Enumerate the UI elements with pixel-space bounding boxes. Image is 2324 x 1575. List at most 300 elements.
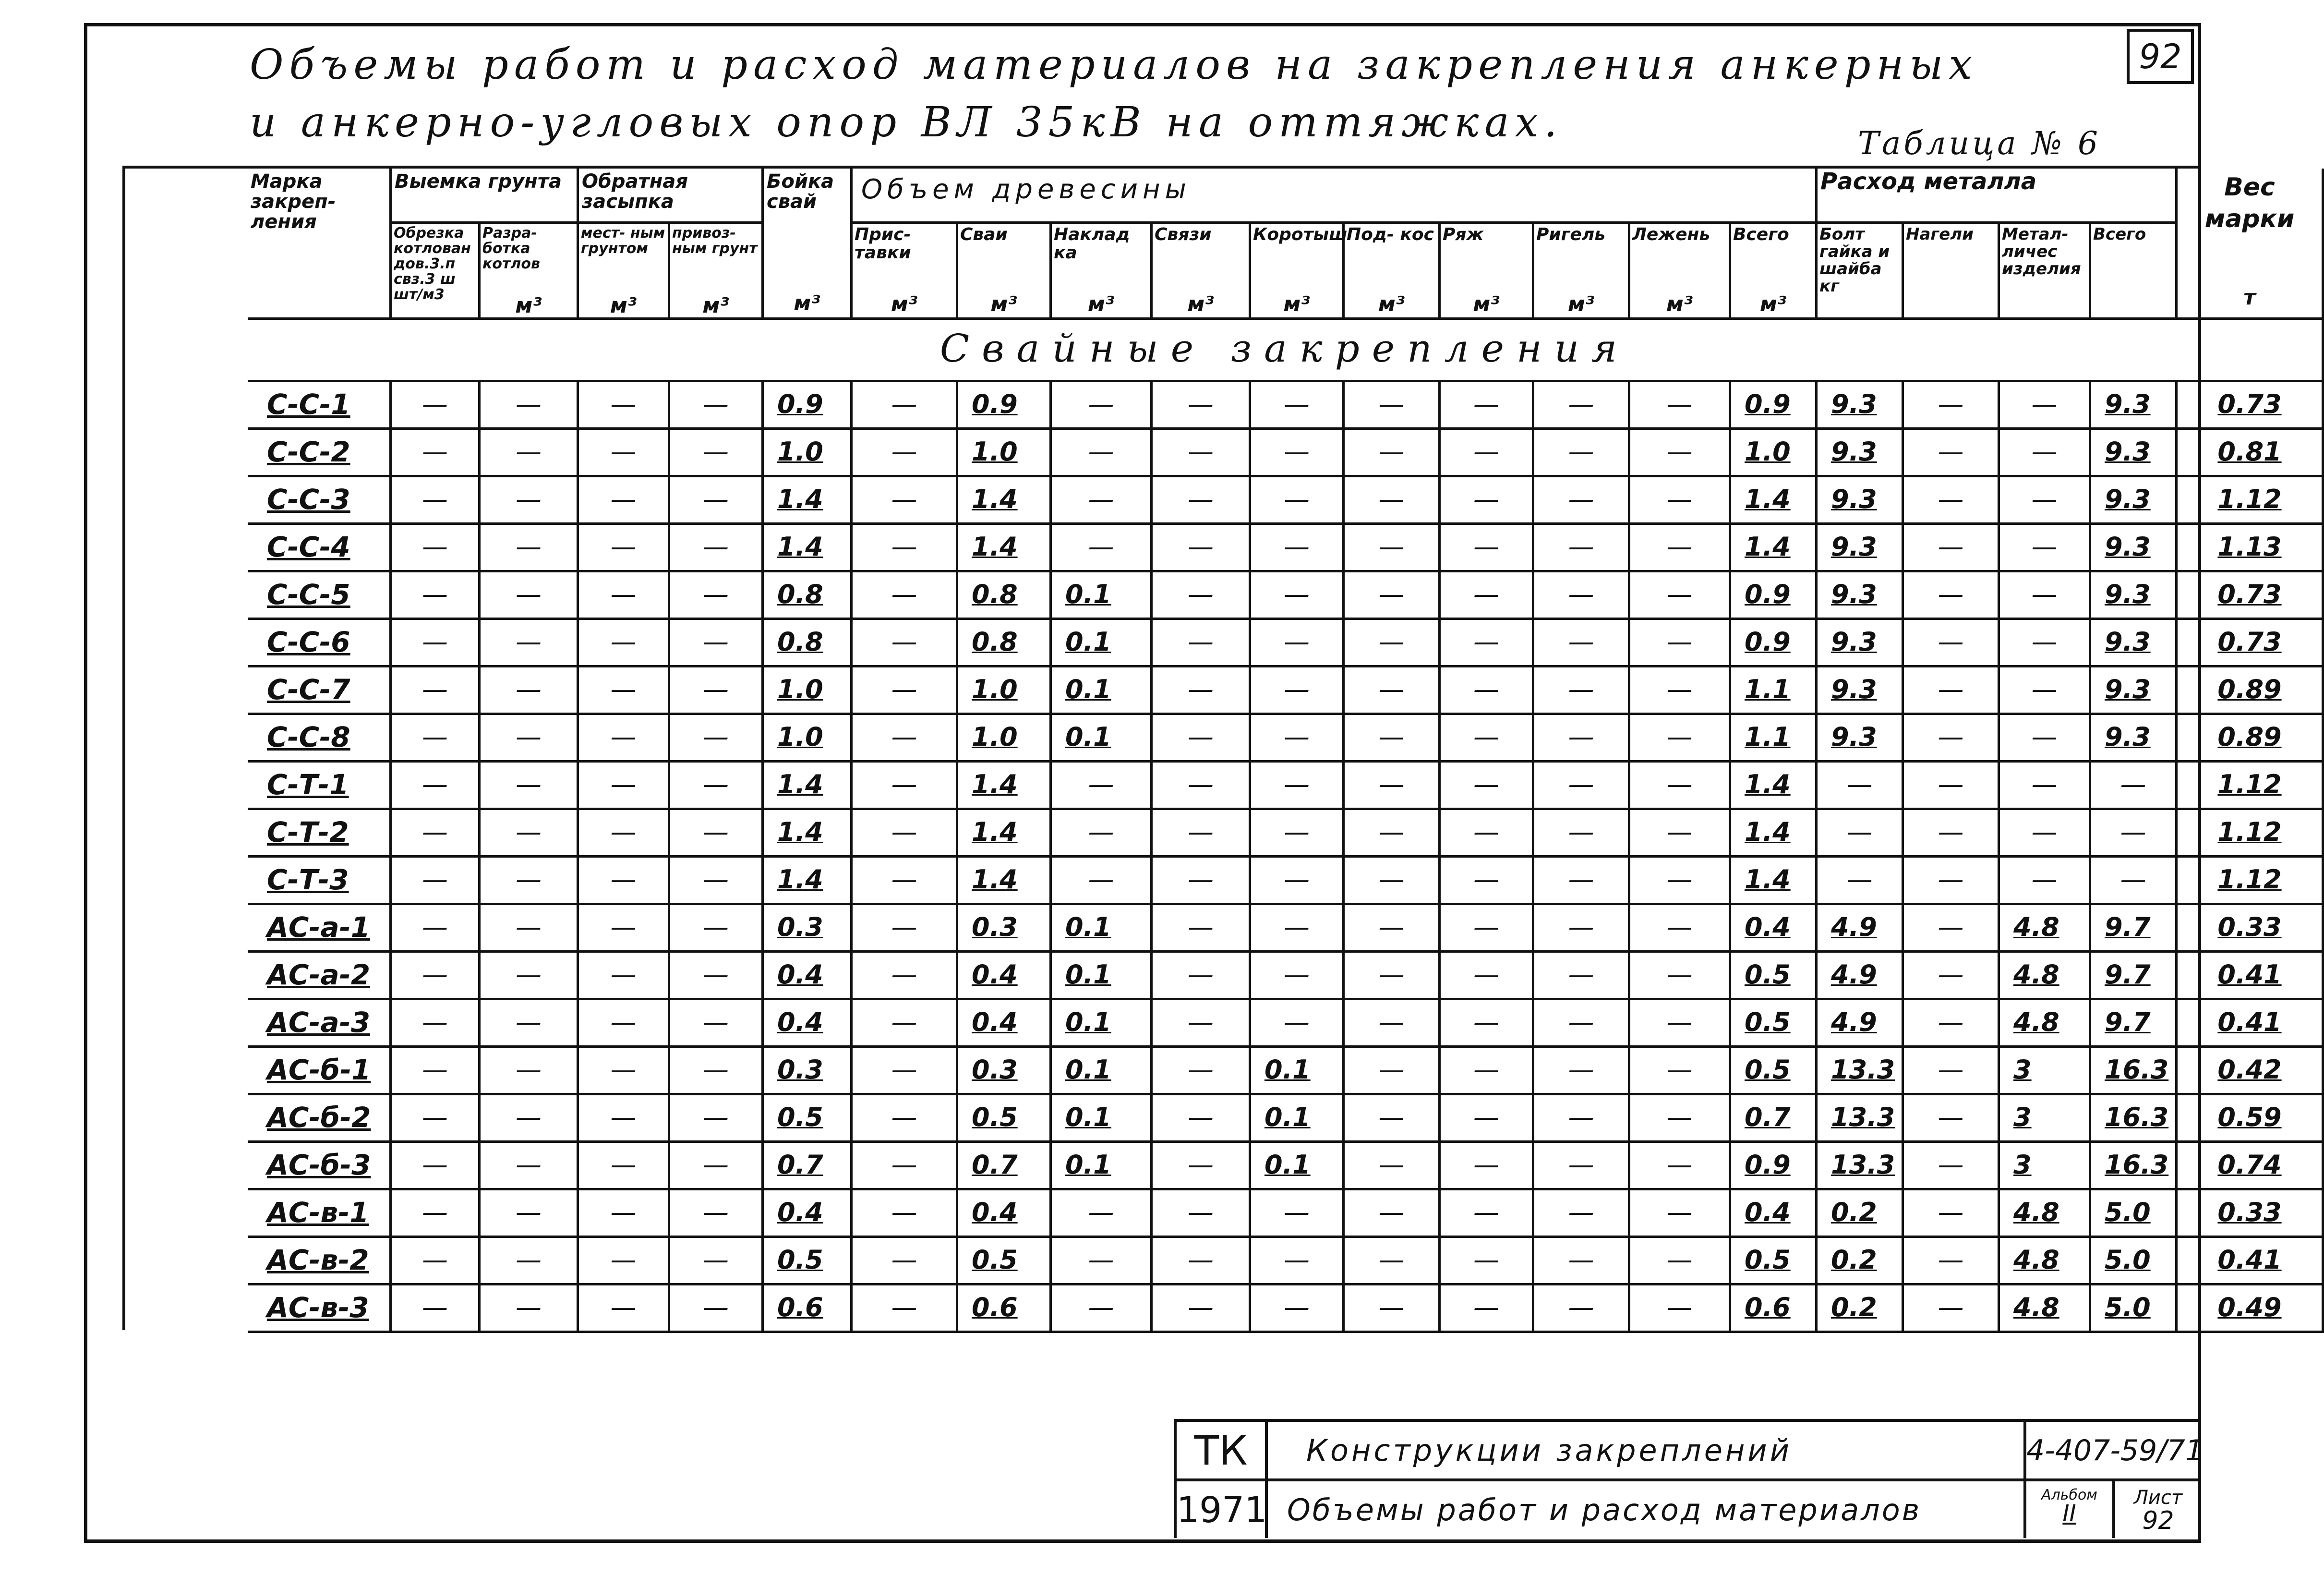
cell-metal-items: —	[2000, 477, 2091, 525]
cell-empty: —	[1630, 953, 1731, 1000]
cell-mark: С-С-1	[248, 382, 392, 430]
cell-empty: —	[1534, 1238, 1630, 1285]
cell-metal-total: 16.3	[2091, 1048, 2178, 1095]
cell-bolts: —	[1818, 763, 1904, 810]
cell-empty: —	[392, 1143, 481, 1190]
cell-empty: —	[853, 1048, 958, 1095]
cell-nagel: —	[1904, 905, 2000, 953]
cell-overlay: —	[1052, 382, 1153, 430]
header-wood-col: Сваи м³	[958, 224, 1052, 320]
cell-empty: —	[1153, 430, 1251, 477]
cell-total-wood: 0.9	[1731, 572, 1818, 620]
section-title: Свайные закрепления	[248, 320, 2324, 382]
cell-empty: —	[1345, 763, 1441, 810]
cell-metal-items: 3	[2000, 1143, 2091, 1190]
cell-empty: —	[853, 667, 958, 715]
cell-empty: —	[1441, 1048, 1534, 1095]
cell-weight: 0.89	[2178, 715, 2324, 763]
cell-total-wood: 0.9	[1731, 1143, 1818, 1190]
cell-link: —	[1251, 1000, 1345, 1048]
stamp-year: 1971	[1174, 1478, 1265, 1538]
cell-empty: —	[1534, 905, 1630, 953]
cell-empty: —	[1441, 905, 1534, 953]
cell-empty: —	[1345, 430, 1441, 477]
cell-piling: 0.8	[764, 572, 853, 620]
cell-bolts: 13.3	[1818, 1048, 1904, 1095]
cell-empty: —	[1534, 477, 1630, 525]
unit-label: м³	[1283, 292, 1310, 316]
cell-empty: —	[1345, 905, 1441, 953]
sheet-label: Лист	[2133, 1487, 2183, 1509]
cell-empty: —	[1345, 477, 1441, 525]
cell-total-wood: 0.5	[1731, 1238, 1818, 1285]
cell-empty: —	[1153, 763, 1251, 810]
cell-metal-total: 9.3	[2091, 477, 2178, 525]
cell-metal-total: 9.3	[2091, 382, 2178, 430]
cell-nagel: —	[1904, 1285, 2000, 1333]
header-wood-col: Лежень м³	[1630, 224, 1731, 320]
cell-weight: 0.89	[2178, 667, 2324, 715]
cell-empty: —	[392, 620, 481, 667]
cell-nagel: —	[1904, 1238, 2000, 1285]
cell-piling: 0.4	[764, 953, 853, 1000]
cell-metal-items: 4.8	[2000, 1000, 2091, 1048]
cell-empty: —	[1345, 1238, 1441, 1285]
cell-metal-total: 16.3	[2091, 1095, 2178, 1143]
cell-mark: АС-в-2	[248, 1238, 392, 1285]
cell-weight: 0.42	[2178, 1048, 2324, 1095]
cell-empty: —	[670, 1048, 764, 1095]
cell-empty: —	[392, 715, 481, 763]
cell-empty: —	[853, 1190, 958, 1238]
cell-empty: —	[1630, 572, 1731, 620]
cell-empty: —	[1630, 858, 1731, 905]
cell-piling: 1.0	[764, 715, 853, 763]
cell-piles: 0.5	[958, 1095, 1052, 1143]
cell-overlay: 0.1	[1052, 667, 1153, 715]
header-metal-col: Нагели	[1904, 224, 2000, 320]
cell-piling: 1.0	[764, 667, 853, 715]
cell-mark: АС-а-2	[248, 953, 392, 1000]
cell-empty: —	[670, 667, 764, 715]
cell-bolts: 9.3	[1818, 620, 1904, 667]
cell-total-wood: 0.4	[1731, 905, 1818, 953]
cell-total-wood: 1.4	[1731, 858, 1818, 905]
unit-label: м³	[1666, 292, 1693, 316]
cell-bolts: 0.2	[1818, 1238, 1904, 1285]
cell-mark: С-С-7	[248, 667, 392, 715]
cell-bolts: 9.3	[1818, 667, 1904, 715]
header-metal-col: Метал- личес изделия	[2000, 224, 2091, 320]
cell-empty: —	[579, 1000, 670, 1048]
cell-metal-items: 4.8	[2000, 1190, 2091, 1238]
cell-metal-total: 5.0	[2091, 1285, 2178, 1333]
cell-piles: 0.6	[958, 1285, 1052, 1333]
cell-empty: —	[481, 1285, 579, 1333]
cell-empty: —	[1345, 667, 1441, 715]
cell-empty: —	[1441, 1285, 1534, 1333]
cell-bolts: 0.2	[1818, 1190, 1904, 1238]
cell-empty: —	[853, 382, 958, 430]
cell-total-wood: 1.4	[1731, 763, 1818, 810]
cell-empty: —	[579, 620, 670, 667]
cell-empty: —	[579, 1143, 670, 1190]
cell-metal-total: —	[2091, 763, 2178, 810]
cell-empty: —	[1153, 667, 1251, 715]
cell-empty: —	[670, 1190, 764, 1238]
cell-empty: —	[392, 1095, 481, 1143]
cell-total-wood: 1.4	[1731, 477, 1818, 525]
cell-empty: —	[1630, 715, 1731, 763]
cell-weight: 0.59	[2178, 1095, 2324, 1143]
sheet-value: 92	[2142, 1506, 2174, 1535]
cell-empty: —	[670, 905, 764, 953]
cell-mark: С-С-8	[248, 715, 392, 763]
cell-overlay: 0.1	[1052, 1000, 1153, 1048]
cell-empty: —	[1630, 477, 1731, 525]
unit-label: м³	[702, 293, 729, 318]
cell-mark: С-С-2	[248, 430, 392, 477]
cell-empty: —	[1534, 1190, 1630, 1238]
cell-empty: —	[670, 477, 764, 525]
cell-empty: —	[1630, 763, 1731, 810]
header-metal: Расход металла	[1818, 169, 2178, 224]
stamp-code: ТК	[1174, 1419, 1265, 1478]
cell-metal-items: —	[2000, 667, 2091, 715]
cell-empty: —	[481, 667, 579, 715]
title-line-2: и анкерно-угловых опор ВЛ 35кВ на оттяжках.	[250, 98, 1563, 146]
cell-empty: —	[1345, 1190, 1441, 1238]
cell-weight: 0.41	[2178, 953, 2324, 1000]
cell-empty: —	[1153, 905, 1251, 953]
cell-weight: 0.73	[2178, 382, 2324, 430]
cell-empty: —	[579, 1095, 670, 1143]
cell-total-wood: 0.9	[1731, 620, 1818, 667]
cell-metal-total: 5.0	[2091, 1190, 2178, 1238]
cell-empty: —	[1153, 572, 1251, 620]
cell-metal-total: 9.3	[2091, 715, 2178, 763]
cell-nagel: —	[1904, 1143, 2000, 1190]
cell-total-wood: 0.5	[1731, 1048, 1818, 1095]
header-wood-volume: Объем древесины	[853, 169, 1818, 224]
cell-piling: 1.4	[764, 525, 853, 572]
album-value: II	[2062, 1500, 2076, 1527]
unit-label: м³	[1759, 292, 1787, 316]
cell-weight: 0.33	[2178, 905, 2324, 953]
cell-piling: 0.9	[764, 382, 853, 430]
cell-bolts: 13.3	[1818, 1143, 1904, 1190]
cell-empty: —	[579, 1190, 670, 1238]
cell-metal-total: 9.3	[2091, 525, 2178, 572]
unit-label: м³	[1378, 292, 1405, 316]
cell-overlay: 0.1	[1052, 1048, 1153, 1095]
cell-empty: —	[670, 810, 764, 858]
cell-empty: —	[1630, 905, 1731, 953]
stamp-album	[2023, 1478, 2112, 1538]
cell-bolts: 13.3	[1818, 1095, 1904, 1143]
cell-empty: —	[481, 1143, 579, 1190]
cell-empty: —	[1153, 1190, 1251, 1238]
cell-empty: —	[1534, 715, 1630, 763]
cell-weight: 1.13	[2178, 525, 2324, 572]
cell-metal-total: 5.0	[2091, 1238, 2178, 1285]
cell-empty: —	[1534, 810, 1630, 858]
cell-empty: —	[579, 430, 670, 477]
cell-metal-items: —	[2000, 858, 2091, 905]
cell-empty: —	[1441, 1000, 1534, 1048]
cell-overlay: —	[1052, 525, 1153, 572]
cell-overlay: 0.1	[1052, 953, 1153, 1000]
cell-piling: 0.6	[764, 1285, 853, 1333]
cell-weight: 1.12	[2178, 763, 2324, 810]
table-number: Таблица № 6	[1858, 125, 2101, 162]
cell-mark: С-Т-2	[248, 810, 392, 858]
cell-weight: 0.81	[2178, 430, 2324, 477]
cell-empty: —	[1345, 1285, 1441, 1333]
sheet-number: 92	[2127, 29, 2194, 84]
title-block	[1174, 1419, 2204, 1538]
cell-empty: —	[853, 477, 958, 525]
cell-weight: 0.73	[2178, 572, 2324, 620]
cell-empty: —	[853, 1000, 958, 1048]
cell-weight: 0.73	[2178, 620, 2324, 667]
cell-metal-total: 9.3	[2091, 620, 2178, 667]
cell-empty: —	[392, 477, 481, 525]
stamp-line-1: Конструкции закреплений	[1265, 1419, 2023, 1478]
cell-empty: —	[1345, 858, 1441, 905]
header-metal-col: Болт гайка и шайба кг	[1818, 224, 1904, 320]
cell-metal-items: —	[2000, 430, 2091, 477]
cell-empty: —	[481, 382, 579, 430]
cell-link: —	[1251, 953, 1345, 1000]
cell-empty: —	[670, 1238, 764, 1285]
unit-label: м³	[515, 293, 542, 318]
cell-empty: —	[853, 525, 958, 572]
cell-empty: —	[670, 1143, 764, 1190]
cell-empty: —	[1153, 810, 1251, 858]
cell-piles: 0.3	[958, 1048, 1052, 1095]
cell-mark: С-С-4	[248, 525, 392, 572]
cell-empty: —	[481, 763, 579, 810]
cell-empty: —	[1441, 715, 1534, 763]
cell-nagel: —	[1904, 620, 2000, 667]
cell-mark: С-С-5	[248, 572, 392, 620]
cell-link: —	[1251, 477, 1345, 525]
cell-empty: —	[853, 620, 958, 667]
cell-empty: —	[481, 858, 579, 905]
cell-empty: —	[392, 1048, 481, 1095]
cell-nagel: —	[1904, 810, 2000, 858]
cell-overlay: 0.1	[1052, 1143, 1153, 1190]
cell-total-wood: 1.1	[1731, 715, 1818, 763]
cell-link: —	[1251, 1285, 1345, 1333]
cell-link: 0.1	[1251, 1095, 1345, 1143]
cell-weight: 1.12	[2178, 477, 2324, 525]
cell-piles: 0.8	[958, 620, 1052, 667]
cell-mark: АС-б-2	[248, 1095, 392, 1143]
cell-empty: —	[1630, 1238, 1731, 1285]
cell-empty: —	[1534, 525, 1630, 572]
cell-metal-total: 16.3	[2091, 1143, 2178, 1190]
cell-empty: —	[1153, 620, 1251, 667]
cell-metal-items: 3	[2000, 1095, 2091, 1143]
cell-empty: —	[481, 1190, 579, 1238]
cell-empty: —	[1153, 1000, 1251, 1048]
cell-link: 0.1	[1251, 1143, 1345, 1190]
cell-empty: —	[579, 667, 670, 715]
cell-overlay: —	[1052, 1285, 1153, 1333]
cell-metal-items: —	[2000, 810, 2091, 858]
cell-piling: 1.0	[764, 430, 853, 477]
cell-empty: —	[853, 1238, 958, 1285]
cell-empty: —	[1630, 1285, 1731, 1333]
cell-empty: —	[1345, 1048, 1441, 1095]
cell-piling: 0.4	[764, 1190, 853, 1238]
cell-metal-total: —	[2091, 810, 2178, 858]
cell-empty: —	[1345, 953, 1441, 1000]
cell-empty: —	[1534, 620, 1630, 667]
cell-empty: —	[853, 1095, 958, 1143]
cell-empty: —	[1153, 1285, 1251, 1333]
cell-weight: 1.12	[2178, 858, 2324, 905]
cell-empty: —	[392, 1238, 481, 1285]
stamp-doc-number: 4-407-59/71	[2023, 1419, 2201, 1478]
cell-nagel: —	[1904, 1095, 2000, 1143]
cell-empty: —	[1345, 620, 1441, 667]
cell-total-wood: 1.4	[1731, 525, 1818, 572]
cell-total-wood: 0.6	[1731, 1285, 1818, 1333]
cell-empty: —	[670, 953, 764, 1000]
cell-empty: —	[481, 620, 579, 667]
cell-empty: —	[670, 430, 764, 477]
cell-empty: —	[1534, 1000, 1630, 1048]
cell-empty: —	[1153, 1095, 1251, 1143]
unit-label: м³	[1087, 292, 1115, 316]
cell-empty: —	[1345, 572, 1441, 620]
cell-total-wood: 0.5	[1731, 953, 1818, 1000]
cell-weight: 0.41	[2178, 1238, 2324, 1285]
cell-empty: —	[1630, 1190, 1731, 1238]
cell-piling: 0.3	[764, 1048, 853, 1095]
cell-empty: —	[1441, 810, 1534, 858]
cell-empty: —	[1153, 715, 1251, 763]
cell-metal-total: 9.7	[2091, 1000, 2178, 1048]
cell-overlay: —	[1052, 810, 1153, 858]
header-excavation-b: Разра- ботка котлов м³	[481, 224, 579, 320]
cell-empty: —	[481, 477, 579, 525]
cell-overlay: —	[1052, 1238, 1153, 1285]
cell-empty: —	[1441, 1143, 1534, 1190]
cell-link: —	[1251, 430, 1345, 477]
cell-empty: —	[1153, 1238, 1251, 1285]
cell-bolts: 9.3	[1818, 715, 1904, 763]
cell-metal-total: 9.3	[2091, 572, 2178, 620]
stamp-sheet	[2112, 1478, 2201, 1538]
cell-empty: —	[1345, 715, 1441, 763]
cell-bolts: 9.3	[1818, 477, 1904, 525]
cell-metal-items: 4.8	[2000, 1285, 2091, 1333]
cell-link: —	[1251, 905, 1345, 953]
cell-empty: —	[1534, 430, 1630, 477]
cell-empty: —	[670, 1285, 764, 1333]
cell-empty: —	[1534, 858, 1630, 905]
cell-empty: —	[853, 1285, 958, 1333]
cell-piling: 0.5	[764, 1238, 853, 1285]
cell-overlay: —	[1052, 763, 1153, 810]
cell-empty: —	[579, 382, 670, 430]
cell-empty: —	[670, 620, 764, 667]
cell-empty: —	[1441, 382, 1534, 430]
cell-piles: 0.9	[958, 382, 1052, 430]
cell-metal-items: —	[2000, 763, 2091, 810]
cell-link: 0.1	[1251, 1048, 1345, 1095]
cell-empty: —	[579, 1238, 670, 1285]
cell-empty: —	[1153, 477, 1251, 525]
cell-empty: —	[481, 1000, 579, 1048]
cell-empty: —	[481, 953, 579, 1000]
cell-metal-total: 9.3	[2091, 430, 2178, 477]
cell-empty: —	[579, 715, 670, 763]
cell-bolts: 9.3	[1818, 525, 1904, 572]
cell-overlay: —	[1052, 1190, 1153, 1238]
cell-nagel: —	[1904, 1000, 2000, 1048]
cell-empty: —	[579, 905, 670, 953]
cell-metal-items: —	[2000, 620, 2091, 667]
cell-empty: —	[392, 1000, 481, 1048]
cell-empty: —	[1345, 382, 1441, 430]
cell-metal-items: 4.8	[2000, 1238, 2091, 1285]
cell-metal-items: —	[2000, 525, 2091, 572]
cell-empty: —	[1534, 382, 1630, 430]
cell-nagel: —	[1904, 430, 2000, 477]
cell-empty: —	[579, 763, 670, 810]
cell-bolts: 4.9	[1818, 905, 1904, 953]
unit-label: м³	[1473, 292, 1500, 316]
cell-nagel: —	[1904, 715, 2000, 763]
cell-piling: 1.4	[764, 477, 853, 525]
header-excavation-a: Обрезка котлован дов.3.п свз.3 ш шт/м3	[392, 224, 481, 320]
cell-empty: —	[579, 525, 670, 572]
header-backfill-b: привоз- ным грунт м³	[670, 224, 764, 320]
cell-nagel: —	[1904, 525, 2000, 572]
cell-empty: —	[1441, 1190, 1534, 1238]
cell-empty: —	[1345, 1095, 1441, 1143]
cell-piles: 1.4	[958, 858, 1052, 905]
cell-empty: —	[1441, 572, 1534, 620]
header-wood-col: Прис- тавки м³	[853, 224, 958, 320]
cell-total-wood: 0.5	[1731, 1000, 1818, 1048]
cell-piling: 0.8	[764, 620, 853, 667]
cell-overlay: 0.1	[1052, 620, 1153, 667]
cell-metal-total: —	[2091, 858, 2178, 905]
cell-piles: 0.5	[958, 1238, 1052, 1285]
header-mark: Марка закреп- ления	[248, 169, 392, 320]
cell-empty: —	[481, 1095, 579, 1143]
cell-nagel: —	[1904, 763, 2000, 810]
cell-piles: 1.0	[958, 430, 1052, 477]
cell-empty: —	[481, 1238, 579, 1285]
cell-link: —	[1251, 763, 1345, 810]
cell-piles: 0.4	[958, 1000, 1052, 1048]
cell-weight: 0.74	[2178, 1143, 2324, 1190]
cell-empty: —	[481, 715, 579, 763]
cell-bolts: 9.3	[1818, 430, 1904, 477]
header-wood-col: Коротыш м³	[1251, 224, 1345, 320]
unit-label: м³	[1187, 292, 1214, 316]
cell-empty: —	[1153, 953, 1251, 1000]
header-weight: Вес марки т	[2178, 169, 2324, 320]
cell-empty: —	[1630, 430, 1731, 477]
